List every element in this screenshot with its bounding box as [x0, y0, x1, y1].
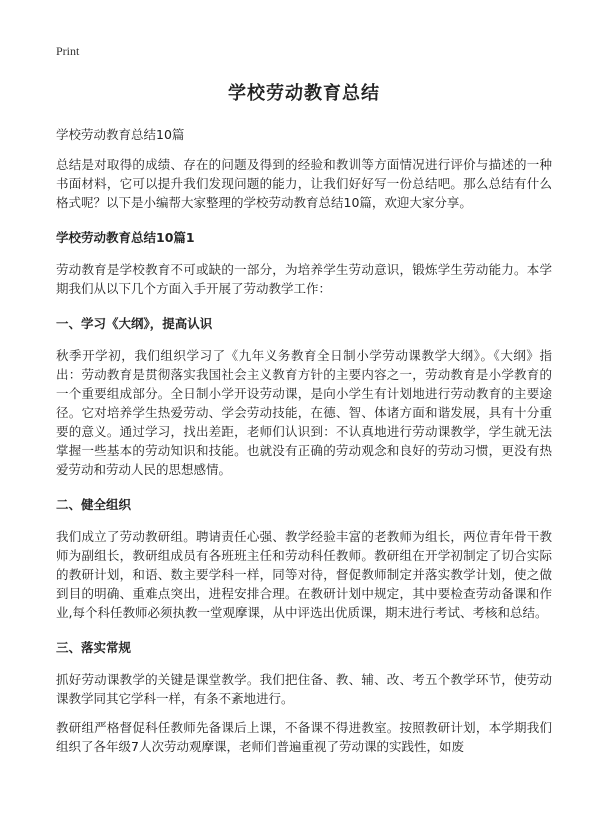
document-title: 学校劳动教育总结: [228, 83, 380, 104]
section-heading-1: 一、学习《大纲》，提高认识: [56, 316, 213, 331]
intro-paragraph: 总结是对取得的成绩、存在的问题及得到的经验和教训等方面情况进行评价与描述的一种书面材料，它可以提升我们发现问题的能力，让我们好好写一份总结吧。那么总结有什么格式呢？以下是小编帮大家整理的学校劳动教育总结10篇，欢迎大家分享。: [56, 157, 552, 210]
section-heading-2: 二、健全组织: [56, 497, 132, 512]
section-heading-3: 三、落实常规: [56, 640, 132, 655]
document-page: [56, 44, 552, 766]
print-label: Print: [56, 44, 80, 58]
article-intro-paragraph: 劳动教育是学校教育不可或缺的一部分，为培养学生劳动意识，锻炼学生劳动能力。本学期我们从以下几个方面入手开展了劳动教学工作：: [56, 262, 552, 296]
article-heading: 学校劳动教育总结10篇1: [56, 230, 195, 245]
section-1-paragraph-1: 秋季开学初，我们组织学习了《九年义务教育全日制小学劳动课教学大纲》。《大纲》指出：劳动教育是贯彻落实我国社会主义教育方针的主要内容之一，劳动教育是小学教育的一个重要组成部分。全日制小学开设劳动课，是向小学生有计划地进行劳动教育的主要途径。它对培养学生热爱劳动、学会劳动技能，在德、智、体诸方面和谐发展，具有十分重要的意义。通过学习，找出差距，老师们认识到：不认真地进行劳动课教学，学生就无法掌握一些基本的劳动知识和技能。也就没有正确的劳动观念和良好的劳动习惯，更没有热爱劳动和劳动人民的思想感情。: [56, 348, 552, 477]
section-3-paragraph-2: 教研组严格督促科任教师先备课后上课，不备课不得进教室。按照教研计划，本学期我们组织了各年级7人次劳动观摩课，老师们普遍重视了劳动课的实践性，如废: [56, 720, 552, 754]
document-subtitle: 学校劳动教育总结10篇: [56, 127, 185, 142]
section-3-paragraph-1: 抓好劳动课教学的关键是课堂教学。我们把住备、教、辅、改、考五个教学环节，使劳动课教学同其它学科一样，有条不紊地进行。: [56, 672, 552, 706]
section-2-paragraph-1: 我们成立了劳动教研组。聘请责任心强、教学经验丰富的老教师为组长，两位青年骨干教师为副组长，教研组成员有各班班主任和劳动科任教师。教研组在开学初制定了切合实际的教研计划，和语、数主要学科一样，同等对待，督促教师制定并落实教学计划，使之做到目的明确、重难点突出，进程安排合理。在教研计划中规定，其中要检查劳动备课和作业,每个科任教师必须执教一堂观摩课，从中评选出优质课，期末进行考试、考核和总结。: [56, 529, 552, 620]
